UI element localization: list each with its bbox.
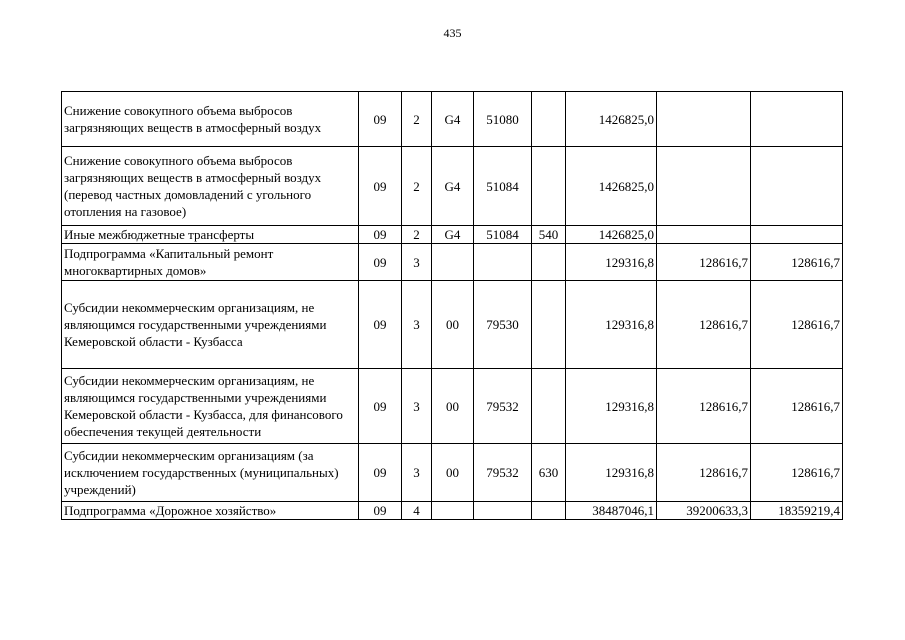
cell-expense-type	[532, 369, 566, 444]
cell-amount-3: 128616,7	[751, 244, 843, 281]
cell-code: 00	[432, 444, 474, 502]
cell-amount-2	[657, 147, 751, 226]
table-row	[62, 502, 843, 520]
cell-section: 09	[359, 244, 402, 281]
cell-amount-1: 38487046,1	[566, 502, 657, 520]
cell-code: 00	[432, 369, 474, 444]
cell-amount-1: 129316,8	[566, 281, 657, 369]
cell-amount-2: 128616,7	[657, 244, 751, 281]
cell-expense-type	[532, 147, 566, 226]
cell-amount-3	[751, 147, 843, 226]
cell-expense-type	[532, 502, 566, 520]
cell-amount-2	[657, 92, 751, 147]
cell-direction: 79532	[474, 444, 532, 502]
row-name: Подпрограмма «Капитальный ремонт многоквартирных домов»	[62, 244, 359, 281]
cell-expense-type: 540	[532, 226, 566, 244]
cell-amount-2	[657, 226, 751, 244]
cell-subprogram: 2	[402, 226, 432, 244]
row-name: Снижение совокупного объема выбросов загрязняющих веществ в атмосферный воздух (перевод частных домовладений с угольного отопления на газовое)	[62, 147, 359, 226]
cell-section: 09	[359, 147, 402, 226]
cell-amount-2: 39200633,3	[657, 502, 751, 520]
budget-table	[61, 91, 843, 520]
cell-direction: 79532	[474, 369, 532, 444]
table-row	[62, 244, 843, 281]
table-row	[62, 281, 843, 369]
cell-amount-3: 128616,7	[751, 281, 843, 369]
cell-amount-2: 128616,7	[657, 369, 751, 444]
cell-amount-3: 18359219,4	[751, 502, 843, 520]
cell-amount-3	[751, 226, 843, 244]
row-name: Снижение совокупного объема выбросов загрязняющих веществ в атмосферный воздух	[62, 92, 359, 147]
cell-amount-1: 1426825,0	[566, 226, 657, 244]
cell-expense-type	[532, 281, 566, 369]
cell-direction: 79530	[474, 281, 532, 369]
cell-section: 09	[359, 444, 402, 502]
cell-code: G4	[432, 226, 474, 244]
cell-amount-1: 1426825,0	[566, 92, 657, 147]
row-name: Субсидии некоммерческим организациям, не являющимся государственными учреждениями Кемеровской области - Кузбасса	[62, 281, 359, 369]
cell-amount-2: 128616,7	[657, 444, 751, 502]
cell-expense-type	[532, 92, 566, 147]
row-name: Подпрограмма «Дорожное хозяйство»	[62, 502, 359, 520]
cell-subprogram: 3	[402, 444, 432, 502]
page-number: 435	[443, 26, 462, 40]
cell-subprogram: 3	[402, 369, 432, 444]
cell-code: 00	[432, 281, 474, 369]
row-name: Иные межбюджетные трансферты	[62, 226, 359, 244]
cell-expense-type: 630	[532, 444, 566, 502]
row-name: Субсидии некоммерческим организациям, не являющимся государственными учреждениями Кемеровской области - Кузбасса, для финансового обеспечения текущей деятельности	[62, 369, 359, 444]
cell-subprogram: 2	[402, 92, 432, 147]
cell-amount-1: 1426825,0	[566, 147, 657, 226]
cell-amount-3	[751, 92, 843, 147]
cell-direction	[474, 244, 532, 281]
cell-section: 09	[359, 92, 402, 147]
cell-amount-1: 129316,8	[566, 444, 657, 502]
cell-amount-3: 128616,7	[751, 369, 843, 444]
row-name: Субсидии некоммерческим организациям (за исключением государственных (муниципальных) учреждений)	[62, 444, 359, 502]
cell-amount-2: 128616,7	[657, 281, 751, 369]
cell-subprogram: 3	[402, 244, 432, 281]
cell-code: G4	[432, 92, 474, 147]
cell-subprogram: 4	[402, 502, 432, 520]
table-body	[62, 92, 843, 520]
cell-section: 09	[359, 226, 402, 244]
cell-subprogram: 3	[402, 281, 432, 369]
cell-code: G4	[432, 147, 474, 226]
cell-section: 09	[359, 281, 402, 369]
cell-direction: 51080	[474, 92, 532, 147]
cell-subprogram: 2	[402, 147, 432, 226]
cell-direction	[474, 502, 532, 520]
table-row	[62, 369, 843, 444]
cell-expense-type	[532, 244, 566, 281]
cell-code	[432, 502, 474, 520]
cell-code	[432, 244, 474, 281]
cell-amount-1: 129316,8	[566, 244, 657, 281]
cell-amount-1: 129316,8	[566, 369, 657, 444]
cell-direction: 51084	[474, 147, 532, 226]
table-row	[62, 92, 843, 147]
table-row	[62, 226, 843, 244]
cell-amount-3: 128616,7	[751, 444, 843, 502]
cell-section: 09	[359, 369, 402, 444]
cell-section: 09	[359, 502, 402, 520]
cell-direction: 51084	[474, 226, 532, 244]
table-row	[62, 147, 843, 226]
table-row	[62, 444, 843, 502]
